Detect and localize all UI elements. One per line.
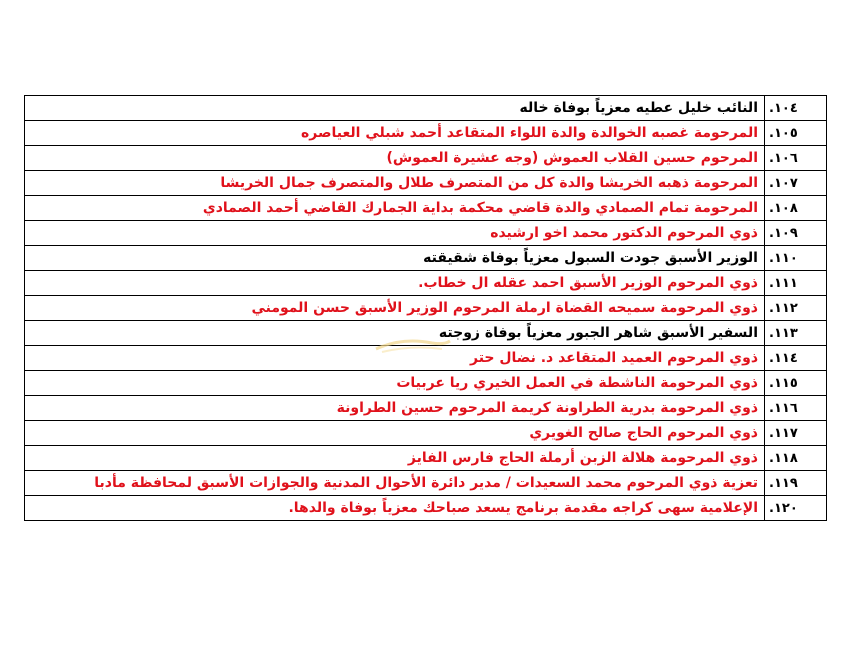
table-row bbox=[25, 121, 827, 146]
entry-number: .١١٩ bbox=[765, 471, 827, 496]
entry-text: ذوي المرحوم الدكتور محمد اخو ارشيده bbox=[25, 221, 765, 246]
table-row bbox=[25, 146, 827, 171]
table-row bbox=[25, 96, 827, 121]
entry-number: .١٢٠ bbox=[765, 496, 827, 521]
entry-number: .١٠٦ bbox=[765, 146, 827, 171]
table-row bbox=[25, 271, 827, 296]
entry-number: .١٠٨ bbox=[765, 196, 827, 221]
table-row bbox=[25, 471, 827, 496]
entry-number: .١٠٩ bbox=[765, 221, 827, 246]
entry-number: .١١٣ bbox=[765, 321, 827, 346]
table-row bbox=[25, 221, 827, 246]
table-row bbox=[25, 171, 827, 196]
table-row bbox=[25, 346, 827, 371]
entry-text: ذوي المرحومة الناشطة في العمل الخيري ريا عربيات bbox=[25, 371, 765, 396]
table-row bbox=[25, 396, 827, 421]
table-row bbox=[25, 246, 827, 271]
entry-number: .١٠٥ bbox=[765, 121, 827, 146]
table-row bbox=[25, 196, 827, 221]
entry-text: تعزية ذوي المرحوم محمد السعيدات / مدير دائرة الأحوال المدنية والجوازات الأسبق لمحافظة مأدبا bbox=[25, 471, 765, 496]
table-body bbox=[25, 96, 827, 521]
entry-number: .١١٨ bbox=[765, 446, 827, 471]
table-row bbox=[25, 421, 827, 446]
entry-text: ذوي المرحومة سميحه القضاة ارملة المرحوم الوزير الأسبق حسن المومني bbox=[25, 296, 765, 321]
entry-text: المرحومة ذهبه الخريشا والدة كل من المتصرف طلال والمتصرف جمال الخريشا bbox=[25, 171, 765, 196]
condolences-table bbox=[24, 95, 827, 521]
entry-number: .١١٧ bbox=[765, 421, 827, 446]
entry-text: المرحومة تمام الصمادي والدة قاضي محكمة بداية الجمارك القاضي أحمد الصمادي bbox=[25, 196, 765, 221]
entry-number: .١١٤ bbox=[765, 346, 827, 371]
entry-number: .١٠٧ bbox=[765, 171, 827, 196]
entry-text: ذوي المرحوم الوزير الأسبق احمد عقله ال خطاب. bbox=[25, 271, 765, 296]
table-row bbox=[25, 496, 827, 521]
table-row bbox=[25, 371, 827, 396]
entry-text: السفير الأسبق شاهر الجبور معزياً بوفاة زوجته bbox=[25, 321, 765, 346]
table-row bbox=[25, 446, 827, 471]
entry-number: .١١٥ bbox=[765, 371, 827, 396]
entry-number: .١١٠ bbox=[765, 246, 827, 271]
entry-number: .١٠٤ bbox=[765, 96, 827, 121]
entry-text: الوزير الأسبق جودت السبول معزياً بوفاة شقيقته bbox=[25, 246, 765, 271]
entry-text: ذوي المرحومة هلالة الزبن أرملة الحاج فارس الفايز bbox=[25, 446, 765, 471]
table-row bbox=[25, 296, 827, 321]
entry-number: .١١١ bbox=[765, 271, 827, 296]
entry-text: المرحوم حسين القلاب العموش (وجه عشيرة العموش) bbox=[25, 146, 765, 171]
entry-text: ذوي المرحوم الحاج صالح الغويري bbox=[25, 421, 765, 446]
entry-number: .١١٢ bbox=[765, 296, 827, 321]
entry-text: النائب خليل عطيه معزياً بوفاة خاله bbox=[25, 96, 765, 121]
table-row bbox=[25, 321, 827, 346]
entry-text: ذوي المرحومة بدرية الطراونة كريمة المرحوم حسين الطراونة bbox=[25, 396, 765, 421]
entry-text: ذوي المرحوم العميد المتقاعد د. نضال حتر bbox=[25, 346, 765, 371]
entry-text: المرحومة غصبه الخوالدة والدة اللواء المتقاعد أحمد شبلي العياصره bbox=[25, 121, 765, 146]
entry-text: الإعلامية سهى كراجه مقدمة برنامج يسعد صباحك معزياً بوفاة والدها. bbox=[25, 496, 765, 521]
entry-number: .١١٦ bbox=[765, 396, 827, 421]
